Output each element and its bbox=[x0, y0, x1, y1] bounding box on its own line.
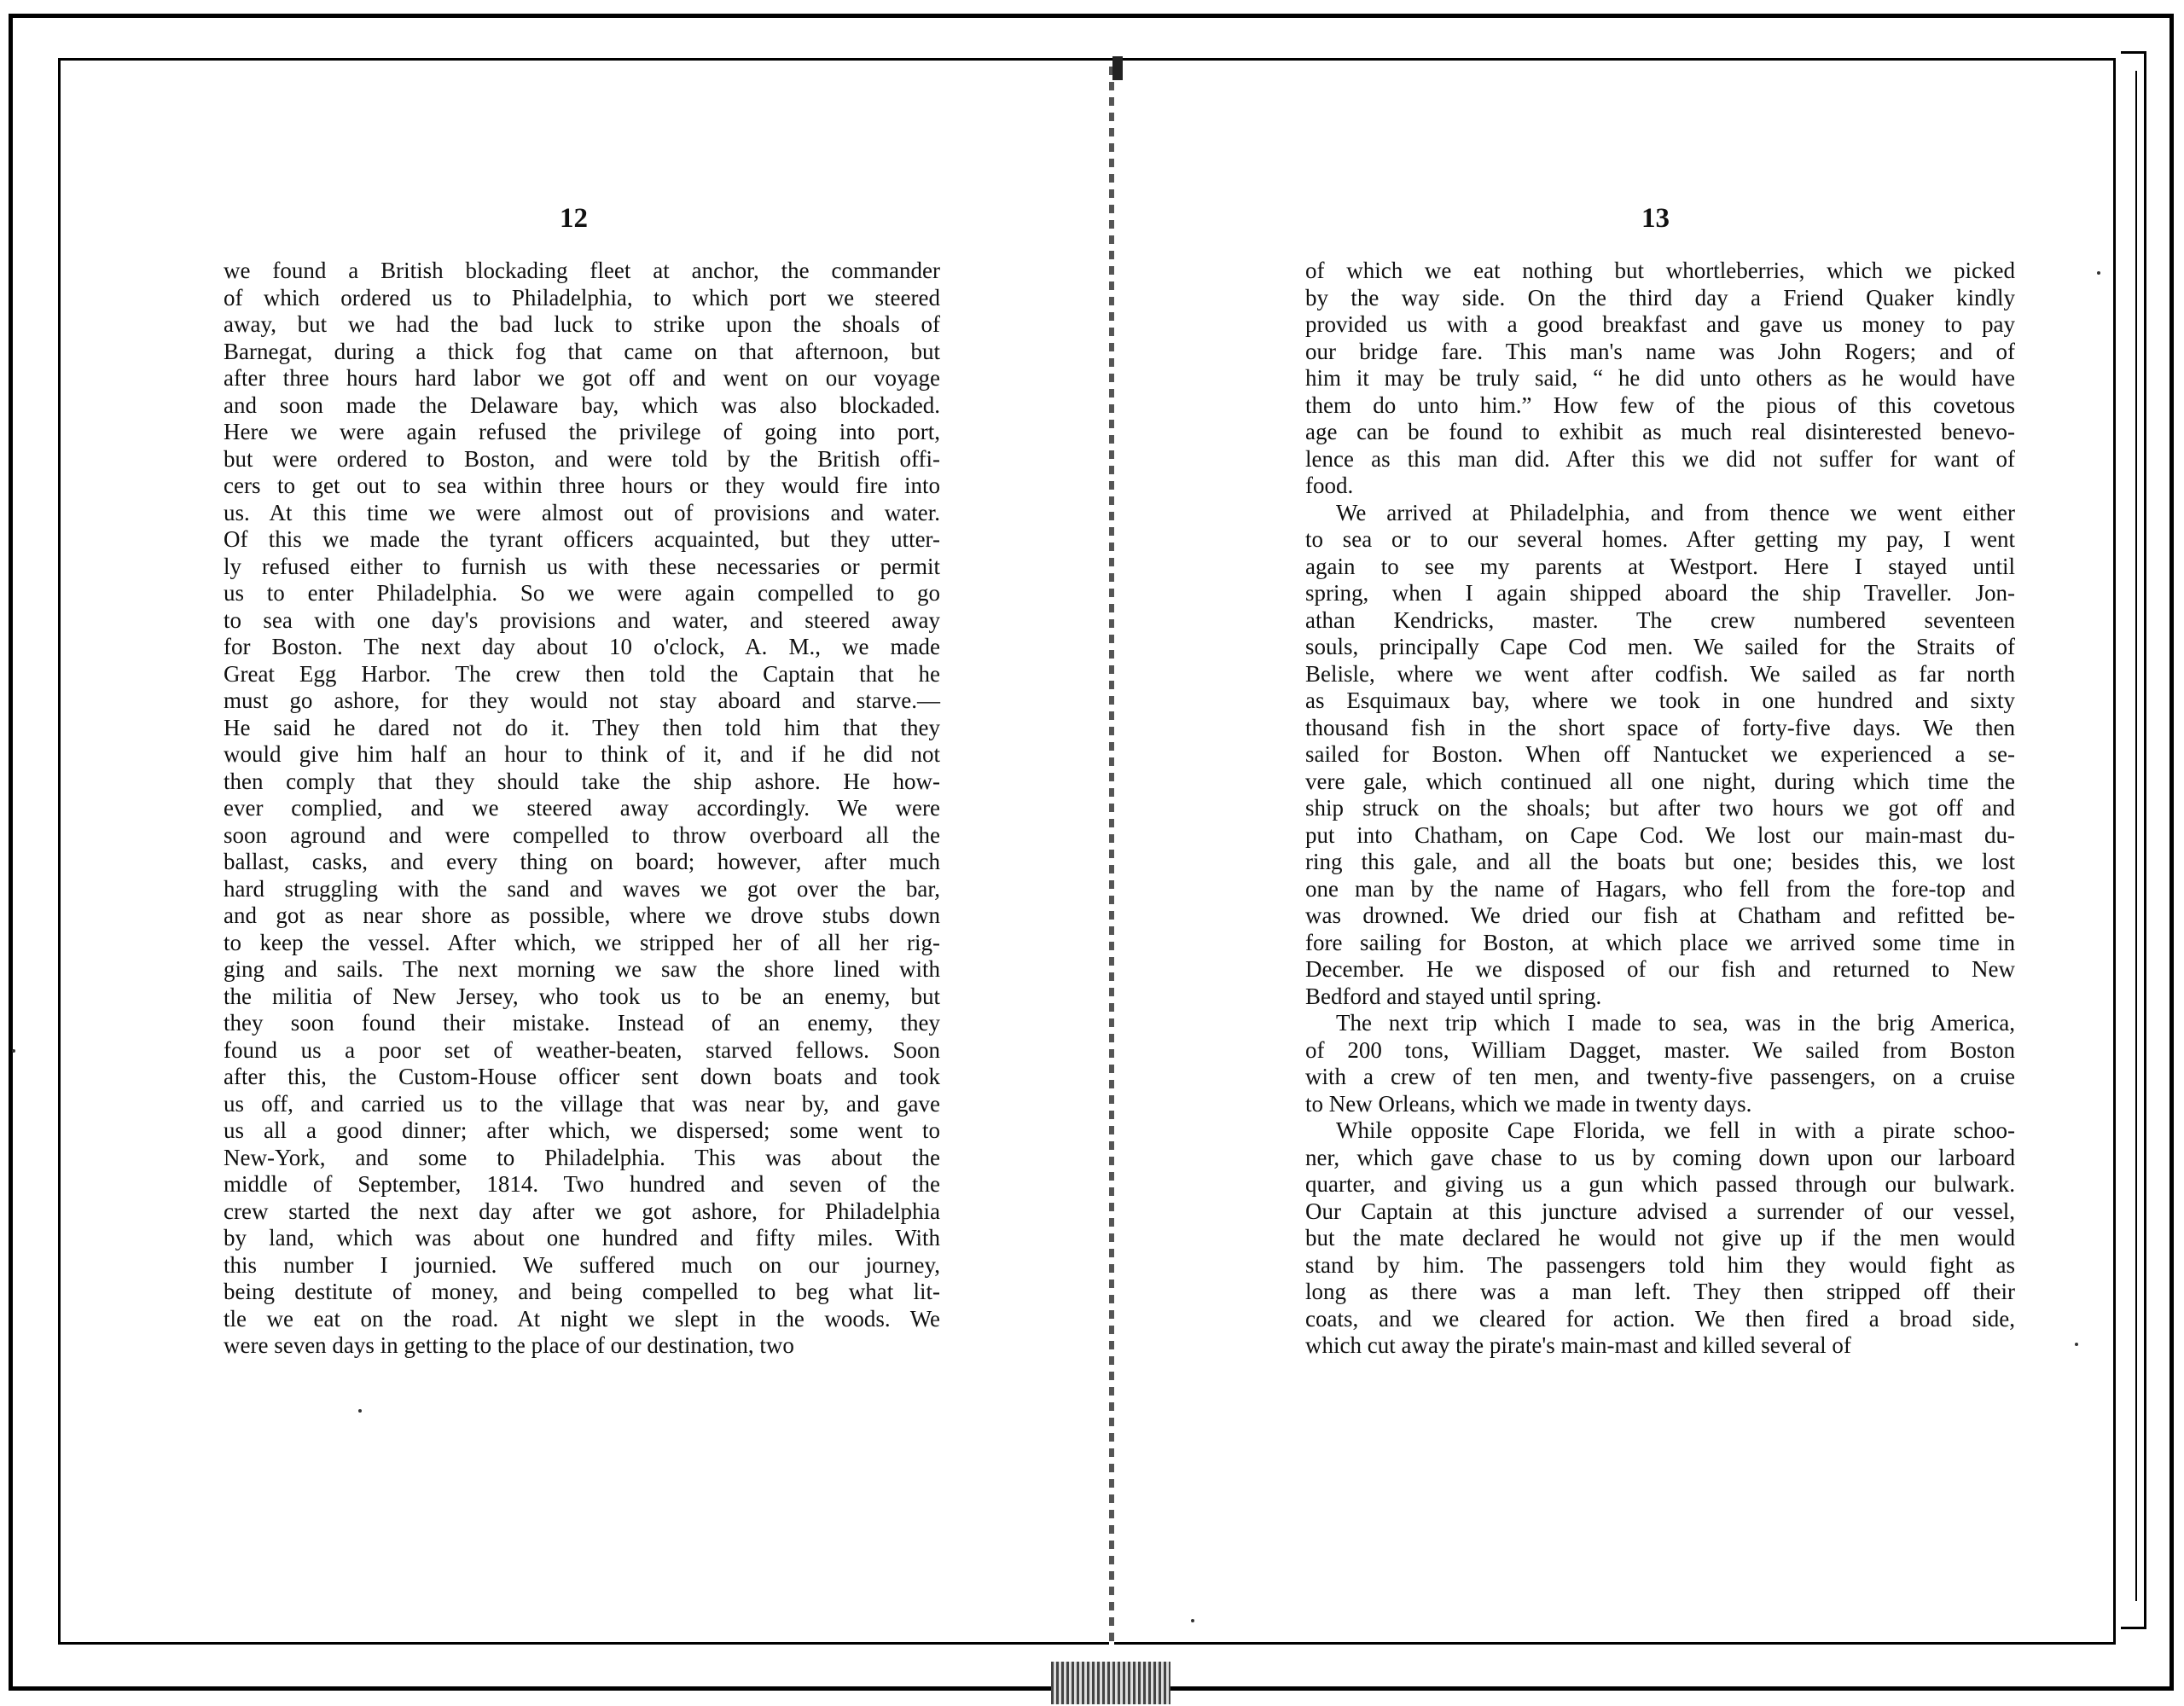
text-line: hard struggling with the sand and waves we got over the bar, bbox=[224, 875, 940, 902]
text-line: the militia of New Jersey, who took us to be an enemy, but bbox=[224, 983, 940, 1009]
text-line: which cut away the pirate's main-mast and killed several of bbox=[1305, 1332, 1851, 1358]
text-line: him it may be truly said, “ he did unto others as he would have bbox=[1305, 365, 2015, 391]
text-line: ever complied, and we steered away accordingly. We were bbox=[224, 795, 940, 821]
text-line: us. At this time we were almost out of provisions and water. bbox=[224, 499, 940, 525]
book-gutter bbox=[1109, 67, 1114, 1645]
text-line: must go ashore, for they would not stay aboard and starve.— bbox=[224, 688, 940, 713]
text-line: ship struck on the shoals; but after two hours we got off and bbox=[1305, 795, 2015, 821]
text-line: Belisle, where we went after codfish. We sailed as far north bbox=[1305, 660, 2015, 687]
text-line: and soon made the Delaware bay, which was also blockaded. bbox=[224, 392, 940, 418]
text-line: food. bbox=[1305, 473, 1354, 498]
text-line: quarter, and giving us a gun which passed through our bulwark. bbox=[1305, 1171, 2015, 1197]
ink-speck bbox=[12, 1049, 15, 1053]
text-line: thousand fish in the short space of forty-five days. We then bbox=[1305, 714, 2015, 740]
text-line: provided us with a good breakfast and gave us money to pay bbox=[1305, 311, 2015, 337]
text-line: fore sailing for Boston, at which place we arrived some time in bbox=[1305, 929, 2015, 955]
text-line: sailed for Boston. When off Nantucket we experienced a se- bbox=[1305, 741, 2015, 767]
text-line: Bedford and stayed until spring. bbox=[1305, 983, 1602, 1009]
page-stack-edge bbox=[2121, 51, 2146, 1629]
text-line: soon aground and were compelled to throw overboard all the bbox=[224, 821, 940, 848]
text-line: was drowned. We dried our fish at Chatham and refitted be- bbox=[1305, 902, 2015, 928]
text-line: to keep the vessel. After which, we stripped her of all her rig- bbox=[224, 929, 940, 955]
right-page-text bbox=[1305, 258, 2015, 1360]
text-line: away, but we had the bad luck to strike upon the shoals of bbox=[224, 311, 940, 337]
ink-speck bbox=[1191, 1619, 1194, 1622]
text-line: would give him half an hour to think of it, and if he did not bbox=[224, 741, 940, 767]
text-line: being destitute of money, and being compelled to beg what lit- bbox=[224, 1279, 940, 1304]
text-line: we found a British blockading fleet at anchor, the commander bbox=[224, 258, 940, 283]
text-line: December. He we disposed of our fish and returned to New bbox=[1305, 956, 2015, 982]
text-line: with a crew of ten men, and twenty-five passengers, on a cruise bbox=[1305, 1064, 2015, 1089]
text-line: found us a poor set of weather-beaten, starved fellows. Soon bbox=[224, 1036, 940, 1063]
text-line: and got as near shore as possible, where we drove stubs down bbox=[224, 902, 940, 928]
text-line: crew started the next day after we got ashore, for Philadelphia bbox=[224, 1198, 940, 1224]
text-line: by land, which was about one hundred and fifty miles. With bbox=[224, 1225, 940, 1250]
left-page-text bbox=[224, 258, 940, 1360]
text-line: long as there was a man left. They then stripped off their bbox=[1305, 1279, 2015, 1304]
text-line: ballast, casks, and every thing on board; however, after much bbox=[224, 849, 940, 874]
text-line: Our Captain at this juncture advised a surrender of our vessel, bbox=[1305, 1198, 2015, 1224]
text-line: ly refused either to furnish us with these necessaries or permit bbox=[224, 553, 940, 579]
text-line: ner, which gave chase to us by coming down upon our larboard bbox=[1305, 1144, 2015, 1170]
text-line: were seven days in getting to the place of our destination, two bbox=[224, 1332, 794, 1358]
text-line: New-York, and some to Philadelphia. This was about the bbox=[224, 1144, 940, 1170]
text-line: cers to get out to sea within three hours or they would fire into bbox=[224, 473, 940, 498]
text-line: but the mate declared he would not give up if the men would bbox=[1305, 1225, 2015, 1250]
text-line: our bridge fare. This man's name was John Rogers; and of bbox=[1305, 338, 2015, 364]
text-line: spring, when I again shipped aboard the ship Traveller. Jon- bbox=[1305, 580, 2015, 606]
text-line: Barnegat, during a thick fog that came on that afternoon, but bbox=[224, 338, 940, 364]
text-line: of which we eat nothing but whortleberries, which we picked bbox=[1305, 258, 2015, 283]
text-line: age can be found to exhibit as much real disinterested benevo- bbox=[1305, 419, 2015, 444]
text-line: after three hours hard labor we got off and went on our voyage bbox=[224, 365, 940, 391]
text-line: middle of September, 1814. Two hundred and seven of the bbox=[224, 1171, 940, 1197]
text-line: vere gale, which continued all one night, during which time the bbox=[1305, 768, 2015, 794]
text-line: stand by him. The passengers told him they would fight as bbox=[1305, 1251, 2015, 1278]
text-line: of which ordered us to Philadelphia, to which port we steered bbox=[224, 284, 940, 310]
text-line: ging and sails. The next morning we saw the shore lined with bbox=[224, 956, 940, 982]
text-line: The next trip which I made to sea, was in the brig America, bbox=[1336, 1010, 2015, 1036]
text-line: to sea or to our several homes. After getting my pay, I went bbox=[1305, 526, 2015, 552]
text-line: us to enter Philadelphia. So we were again compelled to go bbox=[224, 580, 940, 606]
text-line: one man by the name of Hagars, who fell from the fore-top and bbox=[1305, 875, 2015, 902]
text-line: then comply that they should take the ship ashore. He how- bbox=[224, 768, 940, 794]
text-line: us all a good dinner; after which, we dispersed; some went to bbox=[224, 1117, 940, 1143]
text-line: souls, principally Cape Cod men. We sailed for the Straits of bbox=[1305, 634, 2015, 659]
text-line: We arrived at Philadelphia, and from thence we went either bbox=[1336, 499, 2015, 525]
text-line: of 200 tons, William Dagget, master. We sailed from Boston bbox=[1305, 1036, 2015, 1063]
text-line: to New Orleans, which we made in twenty days. bbox=[1305, 1090, 1752, 1117]
text-line: athan Kendricks, master. The crew numbered seventeen bbox=[1305, 606, 2015, 633]
text-line: While opposite Cape Florida, we fell in with a pirate schoo- bbox=[1336, 1117, 2015, 1143]
ink-speck bbox=[2097, 271, 2100, 275]
ink-speck bbox=[2075, 1343, 2078, 1346]
text-line: Here we were again refused the privilege of going into port, bbox=[224, 419, 940, 444]
text-line: this number I journied. We suffered much on our journey, bbox=[224, 1251, 940, 1278]
text-line: for Boston. The next day about 10 o'clock, A. M., we made bbox=[224, 634, 940, 659]
text-line: Of this we made the tyrant officers acquainted, but they utter- bbox=[224, 526, 940, 552]
text-line: to sea with one day's provisions and water, and steered away bbox=[224, 606, 940, 633]
left-page-number: 12 bbox=[560, 203, 588, 234]
text-line: again to see my parents at Westport. Here I stayed until bbox=[1305, 553, 2015, 579]
right-page-number: 13 bbox=[1641, 203, 1670, 234]
text-line: by the way side. On the third day a Friend Quaker kindly bbox=[1305, 284, 2015, 310]
ink-speck bbox=[358, 1409, 362, 1413]
gutter-mark bbox=[1112, 56, 1123, 80]
text-line: coats, and we cleared for action. We then fired a broad side, bbox=[1305, 1305, 2015, 1332]
text-line: tle we eat on the road. At night we slept in the woods. We bbox=[224, 1305, 940, 1332]
text-line: us off, and carried us to the village that was near by, and gave bbox=[224, 1090, 940, 1117]
text-line: after this, the Custom-House officer sent down boats and took bbox=[224, 1064, 940, 1089]
text-line: but were ordered to Boston, and were told by the British offi- bbox=[224, 445, 940, 472]
text-line: them do unto him.” How few of the pious of this covetous bbox=[1305, 392, 2015, 418]
text-line: as Esquimaux bay, where we took in one hundred and sixty bbox=[1305, 688, 2015, 713]
text-line: Great Egg Harbor. The crew then told the Captain that he bbox=[224, 660, 940, 687]
text-line: they soon found their mistake. Instead of an enemy, they bbox=[224, 1010, 940, 1036]
text-line: ring this gale, and all the boats but one; besides this, we lost bbox=[1305, 849, 2015, 874]
text-line: He said he dared not do it. They then told him that they bbox=[224, 714, 940, 740]
text-line: lence as this man did. After this we did not suffer for want of bbox=[1305, 445, 2015, 472]
binding-thread bbox=[1051, 1662, 1170, 1704]
text-line: put into Chatham, on Cape Cod. We lost our main-mast du- bbox=[1305, 821, 2015, 848]
